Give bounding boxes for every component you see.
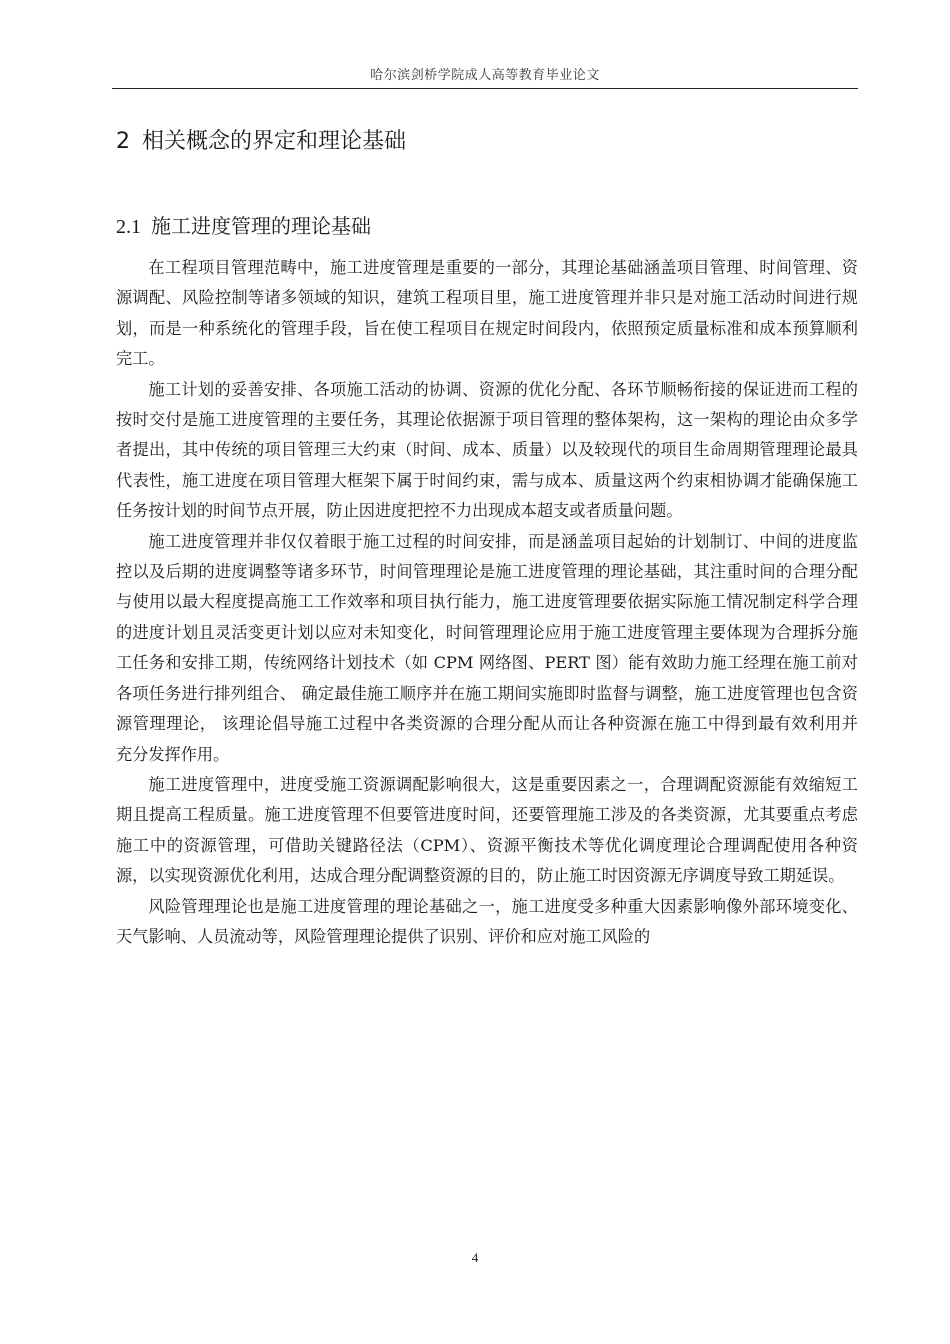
section-number: 2.1 xyxy=(116,216,141,238)
body-text xyxy=(116,253,875,952)
running-header: 哈尔滨剑桥学院成人高等教育毕业论文 xyxy=(370,68,600,83)
paragraph: 在工程项目管理范畴中，施工进度管理是重要的一部分，其理论基础涵盖项目管理、时间管理、资源调配、风险控制等诸多领域的知识，建筑工程项目里，施工进度管理并非只是对施工活动时间进行规划，而是一种系统化的管理手段，旨在使工程项目在规定时间段内，依照预定质量标准和成本预算顺利完工。 xyxy=(116,258,858,369)
section-heading xyxy=(116,210,371,239)
header-rule xyxy=(112,88,858,89)
paragraph: 施工计划的妥善安排、各项施工活动的协调、资源的优化分配、各环节顺畅衔接的保证进而工程的按时交付是施工进度管理的主要任务，其理论依据源于项目管理的整体架构，这一架构的理论由众多学者提出，其中传统的项目管理三大约束（时间、成本、质量）以及较现代的项目生命周期管理理论最具代表性，施工进度在项目管理大框架下属于时间约束，需与成本、质量这两个约束相协调才能确保施工任务按计划的时间节点开展，防止因进度把控不力出现成本超支或者质量问题。 xyxy=(116,379,858,521)
paragraph: 风险管理理论也是施工进度管理的理论基础之一，施工进度受多种重大因素影响像外部环境变化、天气影响、人员流动等，风险管理理论提供了识别、评价和应对施工风险的 xyxy=(116,896,858,946)
section-title: 施工进度管理的理论基础 xyxy=(151,214,371,238)
paragraph: 施工进度管理中，进度受施工资源调配影响很大，这是重要因素之一，合理调配资源能有效缩短工期且提高工程质量。施工进度管理不但要管进度时间，还要管理施工涉及的各类资源，尤其要重点考虑施工中的资源管理，可借助关键路径法（CPM）、资源平衡技术等优化调度理论合理调配使用各种资源，以实现资源优化利用，达成合理分配调整资源的目的，防止施工时因资源无序调度导致工期延误。 xyxy=(116,774,858,886)
chapter-number: 2 xyxy=(116,129,130,154)
page-number: 4 xyxy=(471,1250,479,1265)
paragraph: 施工进度管理并非仅仅着眼于施工过程的时间安排，而是涵盖项目起始的计划制订、中间的进度监控以及后期的进度调整等诸多环节，时间管理理论是施工进度管理的理论基础，其注重时间的合理分配与使用以最大程度提高施工工作效率和项目执行能力，施工进度管理要依据实际施工情况制定科学合理的进度计划且灵活变更计划以应对未知变化，时间管理理论应用于施工进度管理主要体现为合理拆分施工任务和安排工期，传统网络计划技术（如 CPM 网络图、PERT 图）能有效助力施工经理在施工前对各项任务进行排列组合、 确定最佳施工顺序并在施工期间实施即时监督与调整，施工进度管理也包含资源管理理论， 该理论倡导施工过程中各类资源的合理分配从而让各种资源在施工中得到最有效利用并 充分发挥作用。 xyxy=(116,531,875,764)
chapter-title: 相关概念的界定和理论基础 xyxy=(142,129,407,154)
chapter-heading xyxy=(116,124,406,155)
